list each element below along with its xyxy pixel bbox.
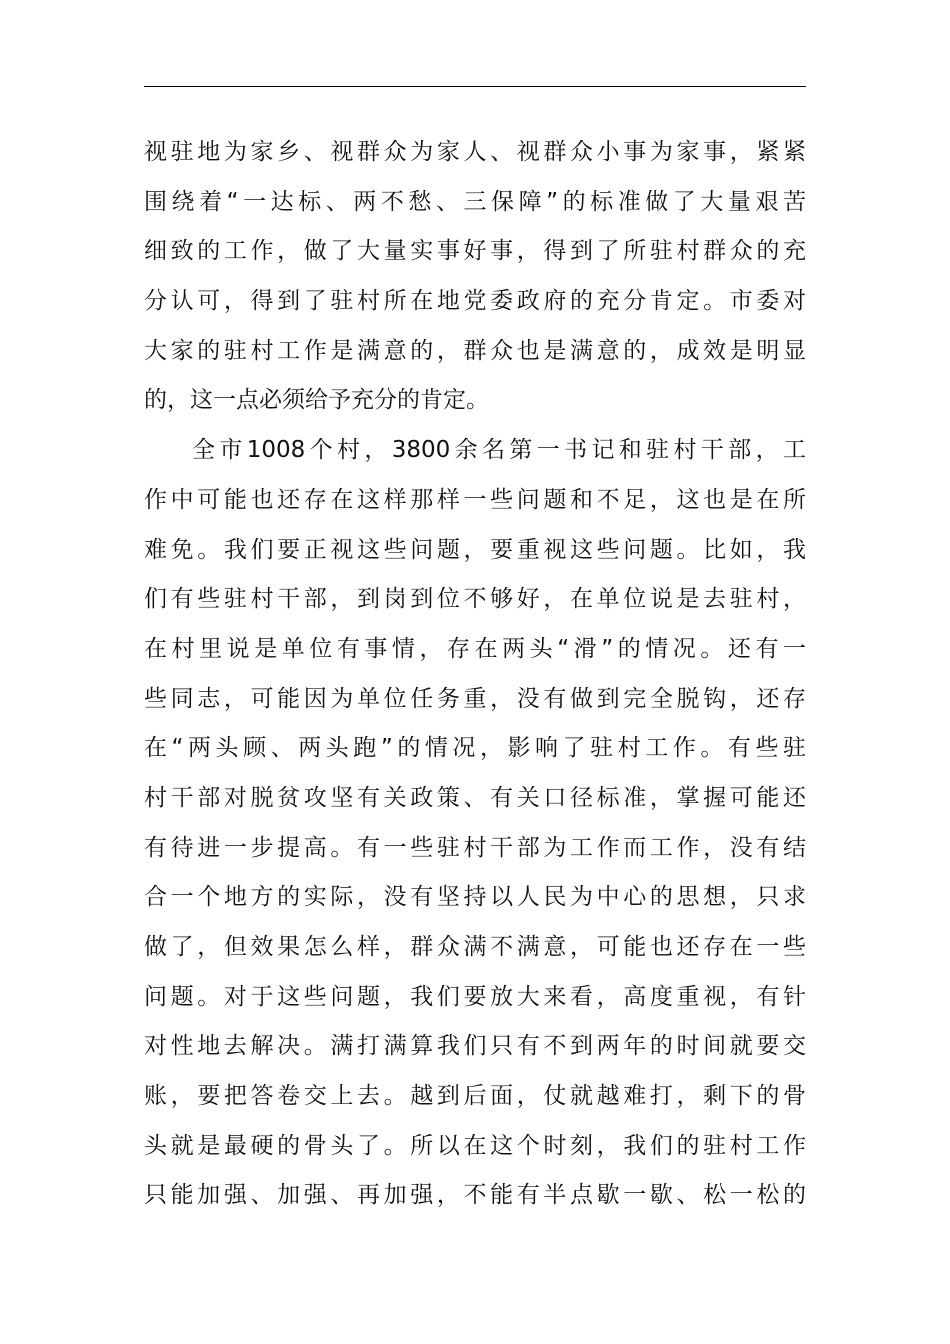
text-line: 难免。我们要正视这些问题，要重视这些问题。比如，我 (144, 536, 806, 563)
text-line: 在村里说是单位有事情，存在两头“滑”的情况。还有一 (144, 635, 806, 662)
text-line: 账，要把答卷交上去。越到后面，仗就越难打，剩下的骨 (144, 1083, 806, 1110)
text-line: 在“两头顾、两头跑”的情况，影响了驻村工作。有些驻 (144, 735, 806, 762)
paragraph-2 (144, 426, 806, 1221)
text-line: 只能加强、加强、再加强，不能有半点歇一歇、松一松的 (144, 1182, 806, 1209)
text-line: 围绕着“一达标、两不愁、三保障”的标准做了大量艰苦 (144, 188, 806, 215)
text-line: 头就是最硬的骨头了。所以在这个时刻，我们的驻村工作 (144, 1132, 806, 1159)
text-line: 对性地去解决。满打满算我们只有不到两年的时间就要交 (144, 1033, 806, 1060)
text-line: 些同志，可能因为单位任务重，没有做到完全脱钩，还存 (144, 685, 806, 712)
text-line: 全市1008个村，3800余名第一书记和驻村干部，工 (192, 437, 806, 464)
text-line: 视驻地为家乡、视群众为家人、视群众小事为家事，紧紧 (144, 139, 806, 165)
text-line: 有待进一步提高。有一些驻村干部为工作而工作，没有结 (144, 834, 806, 861)
text-line: 合一个地方的实际，没有坚持以人民为中心的思想，只求 (144, 884, 806, 911)
text-line: 的，这一点必须给予充分的肯定。 (144, 387, 489, 414)
text-line: 大家的驻村工作是满意的，群众也是满意的，成效是明显 (144, 337, 806, 364)
document-body (144, 128, 806, 1221)
text-line: 细致的工作，做了大量实事好事，得到了所驻村群众的充 (144, 238, 806, 265)
text-line: 们有些驻村干部，到岗到位不够好，在单位说是去驻村， (144, 586, 806, 613)
text-line: 村干部对脱贫攻坚有关政策、有关口径标准，掌握可能还 (144, 784, 806, 811)
text-line: 分认可，得到了驻村所在地党委政府的充分肯定。市委对 (144, 288, 806, 315)
header-rule (144, 86, 806, 87)
text-line: 做了，但效果怎么样，群众满不满意，可能也还存在一些 (144, 934, 806, 960)
text-line: 作中可能也还存在这样那样一些问题和不足，这也是在所 (144, 486, 806, 513)
text-line: 问题。对于这些问题，我们要放大来看，高度重视，有针 (144, 983, 806, 1010)
paragraph-1 (144, 128, 806, 426)
